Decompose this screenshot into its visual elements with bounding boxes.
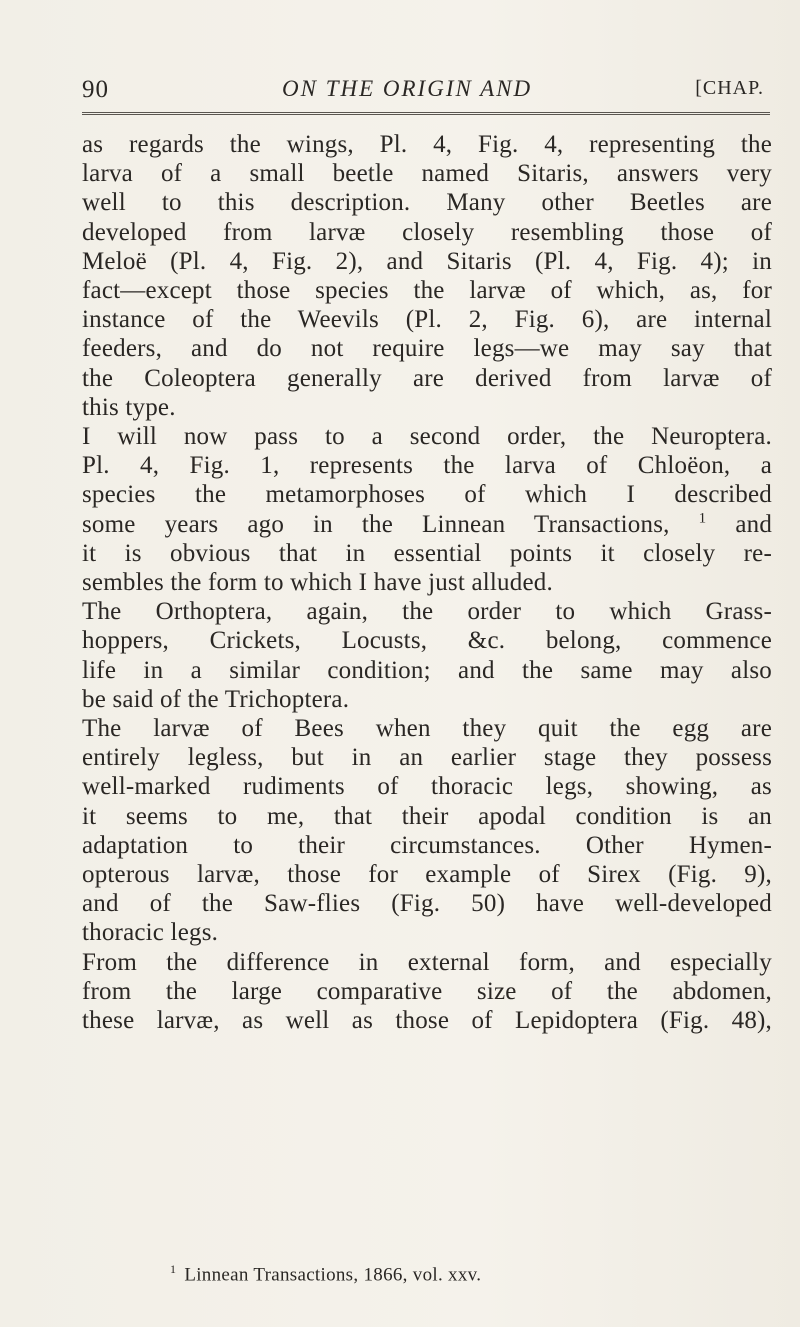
text-line: species the metamorphoses of which I described <box>82 481 772 509</box>
text-line: fact—except those species the larvæ of which, as, for <box>82 277 772 305</box>
header-rule-thin <box>82 114 770 115</box>
text-line: well-marked rudiments of thoracic legs, showing, as <box>82 773 772 801</box>
chapter-label: [CHAP. <box>695 77 764 99</box>
text-line: sembles the form to which I have just alluded. <box>82 569 553 597</box>
text-line: Pl. 4, Fig. 1, represents the larva of Chloëon, a <box>82 452 772 480</box>
body-text <box>82 130 772 1035</box>
footnote <box>170 1262 481 1286</box>
text-line: from the large comparative size of the abdomen, <box>82 977 772 1005</box>
text-line: larva of a small beetle named Sitaris, answers very <box>82 160 772 188</box>
text-line: it seems to me, that their apodal condition is an <box>82 802 772 830</box>
text-line: I will now pass to a second order, the Neuroptera. <box>82 423 772 451</box>
text-line: The larvæ of Bees when they quit the egg are <box>82 715 772 743</box>
text-line: entirely legless, but in an earlier stage they possess <box>82 744 772 772</box>
footnote-reference[interactable]: 1 <box>698 510 707 527</box>
header-rule <box>82 112 770 113</box>
text-line: hoppers, Crickets, Locusts, &c. belong, commence <box>82 627 772 655</box>
text-line: From the difference in external form, and especially <box>82 948 772 976</box>
page-header <box>82 76 770 116</box>
text-line: The Orthoptera, again, the order to which Grass- <box>82 598 772 626</box>
text-line: life in a similar condition; and the same may also <box>82 656 772 684</box>
page-number: 90 <box>82 76 109 103</box>
footnote-mark: 1 <box>170 1262 177 1276</box>
text-line: as regards the wings, Pl. 4, Fig. 4, representing the <box>82 131 772 158</box>
text-line: feeders, and do not require legs—we may say that <box>82 335 772 363</box>
text-line: Meloë (Pl. 4, Fig. 2), and Sitaris (Pl. 4, Fig. 4); in <box>82 247 772 275</box>
running-title: ON THE ORIGIN AND <box>282 76 533 101</box>
footnote-text: Linnean Transactions, 1866, vol. xxv. <box>184 1264 482 1286</box>
text-fragment: and <box>735 510 773 538</box>
text-line: adaptation to their circumstances. Other Hymen- <box>82 831 772 859</box>
text-line: it is obvious that in essential points it closely re- <box>82 539 772 567</box>
text-line: be said of the Trichoptera. <box>82 685 350 713</box>
text-line: these larvæ, as well as those of Lepidoptera (Fig. 48), <box>82 1007 772 1035</box>
text-line: opterous larvæ, those for example of Sirex (Fig. 9), <box>82 861 772 889</box>
text-line: and of the Saw-flies (Fig. 50) have well-developed <box>82 890 772 918</box>
text-line: instance of the Weevils (Pl. 2, Fig. 6), are internal <box>82 306 772 334</box>
text-line: the Coleoptera generally are derived from larvæ of <box>82 364 772 392</box>
text-fragment: some years ago in the Linnean Transactions, <box>82 510 670 538</box>
text-line <box>82 510 772 539</box>
text-line: developed from larvæ closely resembling those of <box>82 218 772 246</box>
text-line: well to this description. Many other Beetles are <box>82 189 772 217</box>
text-line: this type. <box>82 393 176 421</box>
text-line: thoracic legs. <box>82 919 219 947</box>
